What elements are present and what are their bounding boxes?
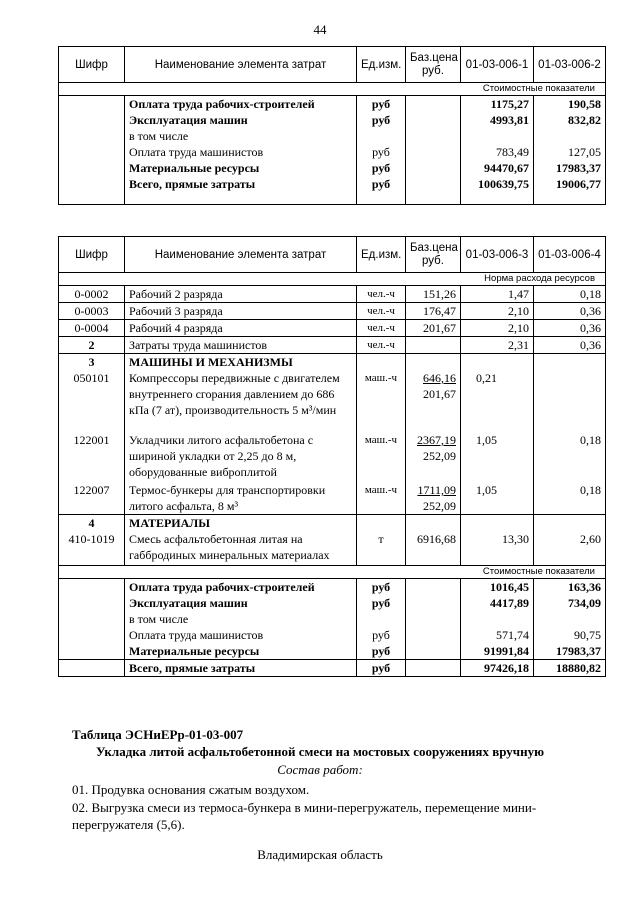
resource-norm: 2,31 bbox=[461, 337, 534, 354]
resource-price: 176,47 bbox=[406, 303, 461, 320]
resource-price-machinist: 201,67 bbox=[423, 387, 456, 401]
section-title: МАШИНЫ И МЕХАНИЗМЫ bbox=[125, 354, 357, 371]
row-unit: руб bbox=[357, 595, 406, 611]
resource-code: 050101 bbox=[59, 370, 125, 432]
resource-name: Затраты труда машинистов bbox=[125, 337, 357, 354]
row-value: 127,05 bbox=[534, 144, 606, 160]
resource-name: Компрессоры передвижные с двигателем внутреннего сгорания давлением до 686 кПа (7 ат), производительность 5 м³/мин bbox=[125, 370, 357, 432]
row-label: в том числе bbox=[125, 128, 357, 144]
work-item: 02. Выгрузка смеси из термоса-бункера в мини-перегружатель, перемещение мини-перегружателя (5,6). bbox=[72, 800, 537, 832]
row-unit: руб bbox=[357, 578, 406, 595]
table-subtitle: Укладка литой асфальтобетонной смеси на мостовых сооружениях вручную bbox=[95, 744, 545, 759]
resource-norm: 2,60 bbox=[534, 531, 606, 565]
resource-unit: чел.-ч bbox=[357, 320, 406, 337]
resource-norm: 1,05 bbox=[461, 432, 534, 482]
header-unit: Ед.изм. bbox=[357, 237, 406, 273]
row-value: 832,82 bbox=[534, 112, 606, 128]
resource-norm: 2,10 bbox=[461, 303, 534, 320]
resource-norm bbox=[534, 370, 606, 432]
resource-price-machinist: 252,09 bbox=[423, 449, 456, 463]
row-unit: руб bbox=[357, 176, 406, 204]
row-unit: руб bbox=[357, 643, 406, 660]
work-title: Состав работ: bbox=[277, 762, 363, 777]
resource-norm: 0,36 bbox=[534, 320, 606, 337]
resource-unit: т bbox=[357, 531, 406, 565]
row-value: 17983,37 bbox=[534, 643, 606, 660]
resource-norm: 0,18 bbox=[534, 286, 606, 303]
subheader-cost: Стоимостные показатели bbox=[59, 83, 606, 96]
header-col2: 01-03-006-2 bbox=[534, 47, 606, 83]
row-value: 19006,77 bbox=[534, 176, 606, 204]
resource-name: Термос-бункеры для транспортировки литого асфальта, 8 м³ bbox=[125, 482, 357, 515]
resource-code: 0-0002 bbox=[59, 286, 125, 303]
resource-norm: 0,36 bbox=[534, 303, 606, 320]
resource-code: 122007 bbox=[59, 482, 125, 515]
row-value: 1175,27 bbox=[461, 96, 534, 113]
row-label: Эксплуатация машин bbox=[125, 595, 357, 611]
resource-code: 0-0004 bbox=[59, 320, 125, 337]
row-unit: руб bbox=[357, 96, 406, 113]
resource-norm: 0,18 bbox=[534, 482, 606, 515]
resource-code: 122001 bbox=[59, 432, 125, 482]
row-label: Материальные ресурсы bbox=[125, 160, 357, 176]
resource-price: 646,16 bbox=[423, 371, 456, 385]
subheader-norm: Норма расхода ресурсов bbox=[59, 273, 606, 286]
resource-norm: 1,47 bbox=[461, 286, 534, 303]
row-value: 97426,18 bbox=[461, 659, 534, 676]
row-label: Оплата труда машинистов bbox=[125, 627, 357, 643]
resource-unit: чел.-ч bbox=[357, 286, 406, 303]
header-code: Шифр bbox=[59, 47, 125, 83]
row-value: 100639,75 bbox=[461, 176, 534, 204]
resource-norm: 0,36 bbox=[534, 337, 606, 354]
row-value: 91991,84 bbox=[461, 643, 534, 660]
resource-price: 1711,09 bbox=[417, 483, 456, 497]
resource-name: Укладчики литого асфальтобетона с шириной укладки от 2,25 до 8 м, оборудованные виброплитой bbox=[125, 432, 357, 482]
row-value: 4417,89 bbox=[461, 595, 534, 611]
row-label: Оплата труда рабочих-строителей bbox=[125, 578, 357, 595]
header-col1: 01-03-006-1 bbox=[461, 47, 534, 83]
row-value: 17983,37 bbox=[534, 160, 606, 176]
row-value: 4993,81 bbox=[461, 112, 534, 128]
row-label: Эксплуатация машин bbox=[125, 112, 357, 128]
header-unit: Ед.изм. bbox=[357, 47, 406, 83]
subheader-cost: Стоимостные показатели bbox=[59, 565, 606, 578]
row-value: 1016,45 bbox=[461, 578, 534, 595]
resource-norm: 13,30 bbox=[461, 531, 534, 565]
resource-norm: 0,18 bbox=[534, 432, 606, 482]
row-unit: руб bbox=[357, 144, 406, 160]
resource-unit: маш.-ч bbox=[357, 482, 406, 515]
resource-table-1 bbox=[58, 46, 606, 205]
resource-name: Рабочий 4 разряда bbox=[125, 320, 357, 337]
resource-price: 201,67 bbox=[406, 320, 461, 337]
header-code: Шифр bbox=[59, 237, 125, 273]
resource-table-2 bbox=[58, 236, 606, 677]
resource-price-machinist: 252,09 bbox=[423, 499, 456, 513]
resource-unit: маш.-ч bbox=[357, 370, 406, 432]
resource-unit: чел.-ч bbox=[357, 337, 406, 354]
section-code: 4 bbox=[59, 515, 125, 532]
row-value: 90,75 bbox=[534, 627, 606, 643]
resource-price: 151,26 bbox=[406, 286, 461, 303]
resource-price: 6916,68 bbox=[406, 531, 461, 565]
row-value: 734,09 bbox=[534, 595, 606, 611]
resource-norm: 0,21 bbox=[461, 370, 534, 432]
header-name: Наименование элемента затрат bbox=[125, 237, 357, 273]
header-price: Баз.цена руб. bbox=[406, 237, 461, 273]
row-unit: руб bbox=[357, 112, 406, 128]
header-price: Баз.цена руб. bbox=[406, 47, 461, 83]
row-label: Материальные ресурсы bbox=[125, 643, 357, 660]
row-label: в том числе bbox=[125, 611, 357, 627]
page-number: 44 bbox=[313, 22, 327, 37]
row-label: Всего, прямые затраты bbox=[125, 659, 357, 676]
work-item: 01. Продувка основания сжатым воздухом. bbox=[72, 782, 310, 797]
header-col2: 01-03-006-4 bbox=[534, 237, 606, 273]
row-value: 18880,82 bbox=[534, 659, 606, 676]
row-value: 571,74 bbox=[461, 627, 534, 643]
row-label: Всего, прямые затраты bbox=[125, 176, 357, 204]
resource-norm: 1,05 bbox=[461, 482, 534, 515]
resource-code: 410-1019 bbox=[59, 531, 125, 565]
resource-price: 2367,19 bbox=[417, 433, 456, 447]
row-unit: руб bbox=[357, 627, 406, 643]
row-label: Оплата труда рабочих-строителей bbox=[125, 96, 357, 113]
row-value: 163,36 bbox=[534, 578, 606, 595]
resource-unit: маш.-ч bbox=[357, 432, 406, 482]
section-code: 2 bbox=[59, 337, 125, 354]
row-unit: руб bbox=[357, 659, 406, 676]
row-unit: руб bbox=[357, 160, 406, 176]
row-label: Оплата труда машинистов bbox=[125, 144, 357, 160]
table-title: Таблица ЭСНиЕРр-01-03-007 bbox=[72, 727, 244, 742]
section-title: МАТЕРИАЛЫ bbox=[125, 515, 357, 532]
resource-name: Смесь асфальтобетонная литая на габбродиных минеральных материалах bbox=[125, 531, 357, 565]
header-name: Наименование элемента затрат bbox=[125, 47, 357, 83]
section-code: 3 bbox=[59, 354, 125, 371]
resource-name: Рабочий 3 разряда bbox=[125, 303, 357, 320]
row-value: 783,49 bbox=[461, 144, 534, 160]
row-value: 94470,67 bbox=[461, 160, 534, 176]
resource-name: Рабочий 2 разряда bbox=[125, 286, 357, 303]
row-value: 190,58 bbox=[534, 96, 606, 113]
page-footer: Владимирская область bbox=[257, 847, 383, 862]
header-col1: 01-03-006-3 bbox=[461, 237, 534, 273]
resource-unit: чел.-ч bbox=[357, 303, 406, 320]
resource-code: 0-0003 bbox=[59, 303, 125, 320]
resource-norm: 2,10 bbox=[461, 320, 534, 337]
